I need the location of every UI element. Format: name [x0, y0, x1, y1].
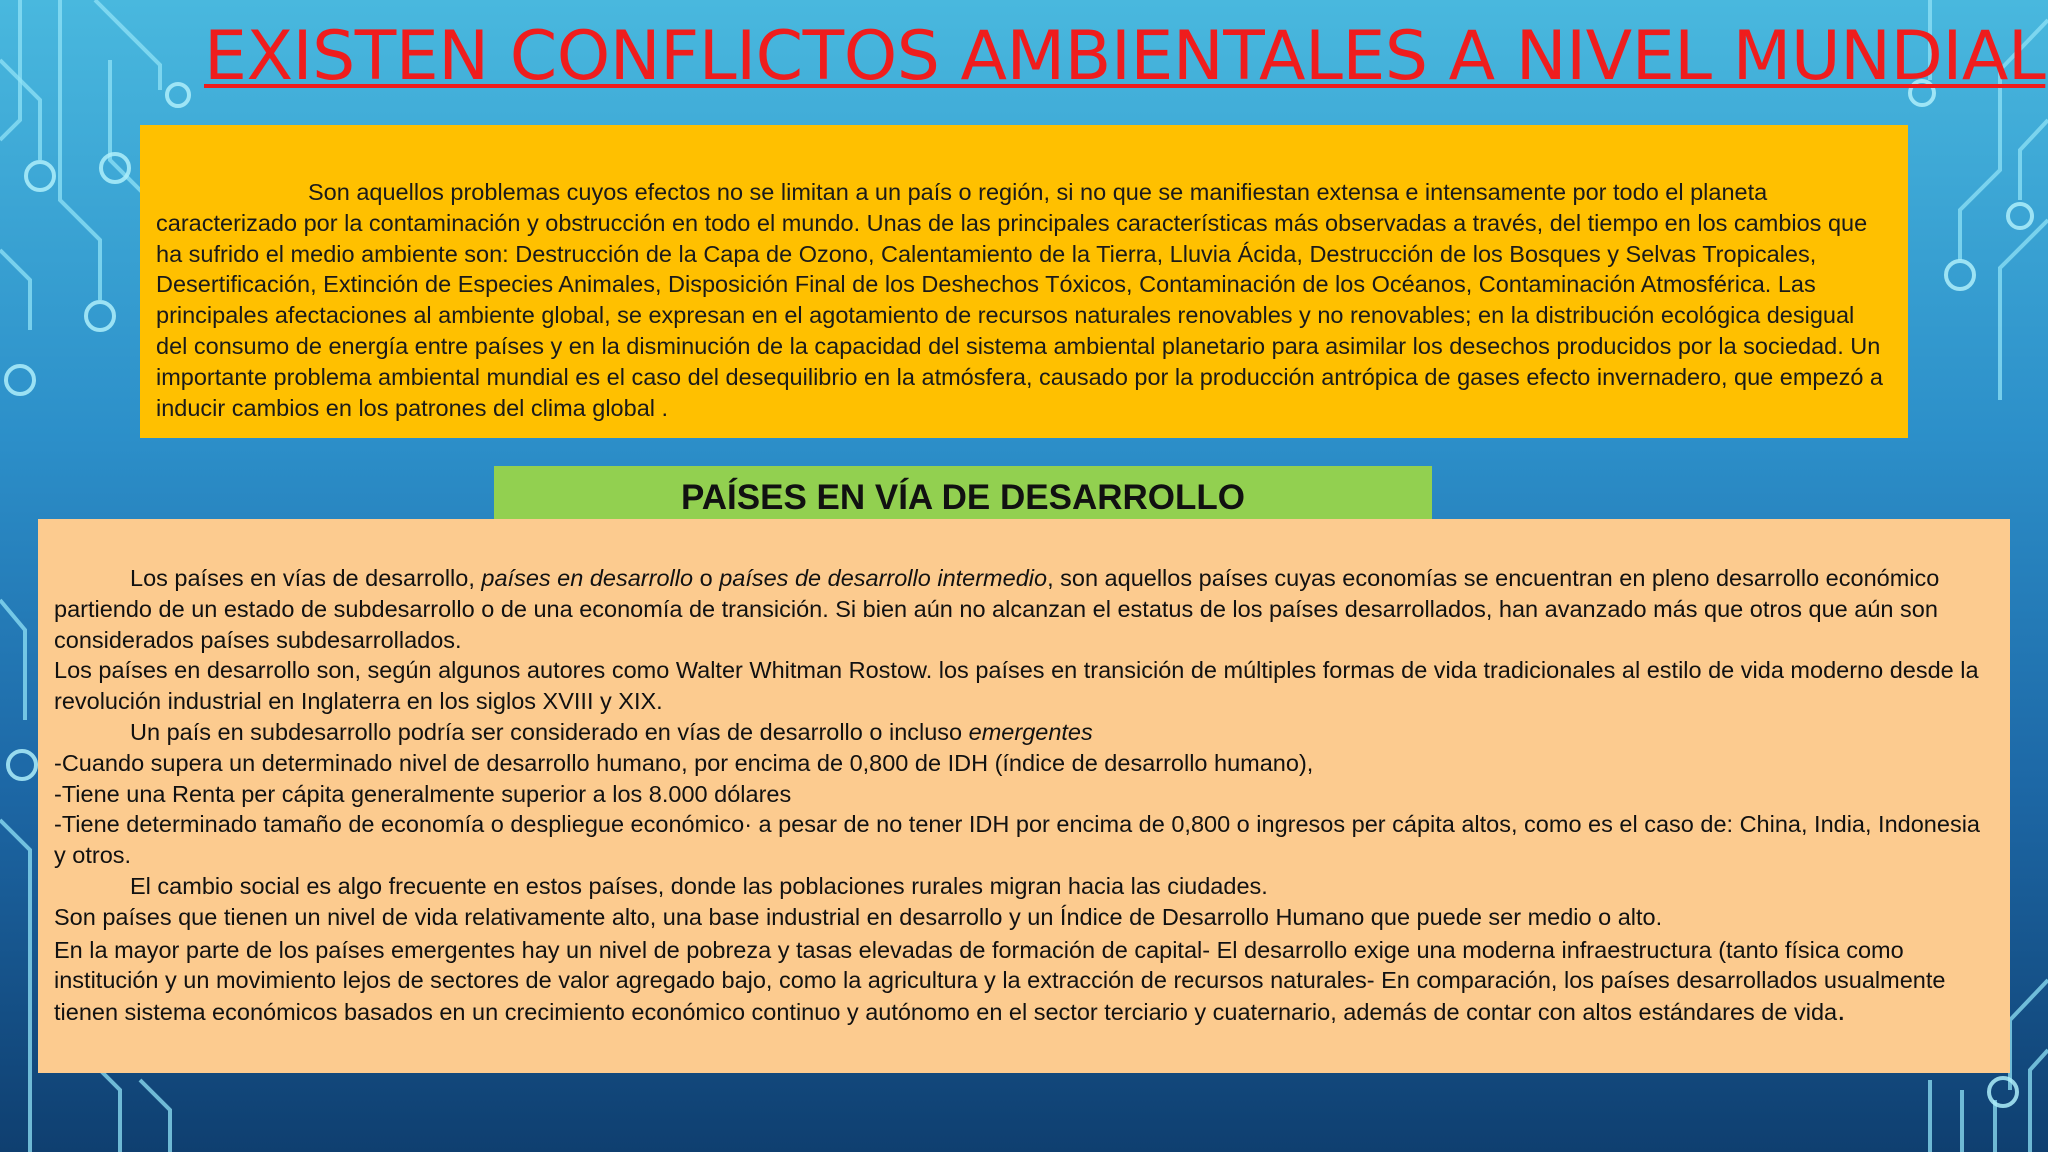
- slide-title: EXISTEN CONFLICTOS AMBIENTALES A NIVEL MUNDIAL: [204, 17, 2046, 96]
- developing-countries-box: [38, 519, 2010, 1073]
- italic-term: emergentes: [968, 718, 1093, 745]
- text-segment: .: [1837, 994, 1846, 1028]
- bullet-idh: -Cuando supera un determinado nivel de desarrollo humano, por encima de 0,800 de IDH (índice de desarrollo humano),: [54, 749, 1314, 776]
- bullet-renta: -Tiene una Renta per cápita generalmente superior a los 8.000 dólares: [54, 780, 792, 807]
- text-segment: Un país en subdesarrollo podría ser considerado en vías de desarrollo o incluso: [130, 718, 969, 745]
- bullet-economia: -Tiene determinado tamaño de economía o despliegue económico· a pesar de no tener IDH por encima de 0,800 o ingresos per cápita altos, como es el caso de: China, India, Indonesia y otros.: [54, 811, 1980, 869]
- text-segment: o: [693, 565, 720, 591]
- section-title: PAÍSES EN VÍA DE DESARROLLO: [494, 466, 1432, 530]
- intro-paragraph: Son aquellos problemas cuyos efectos no se limitan a un país o región, si no que se manifiestan extensa e intensamente por todo el planeta caracterizado por la contaminación y obstrucción en todo el mundo. Unas de las principales características más observadas a través, del tiempo en los cambios que ha sufrido el medio ambiente son: Destrucción de la Capa de Ozono, Calentamiento de la Tierra, Lluvia Ácida, Destrucción de los Bosques y Selvas Tropicales, Desertificación, Extinción de Especies Animales, Disposición Final de los Deshechos Tóxicos, Contaminación de los Océanos, Contaminación Atmosférica. Las principales afectaciones al ambiente global, se expresan en el agotamiento de recursos naturales renovables y no renovables; en la distribución ecológica desigual del consumo de energía entre países y en la disminución de la capacidad del sistema ambiental planetario para asimilar los desechos producidos por la sociedad. Un importante problema ambiental mundial es el caso del desequilibrio en la atmósfera, causado por la producción antrópica de gases efecto invernadero, que empezó a inducir cambios en los patrones del clima global .: [156, 179, 1883, 421]
- text-segment: , son aquellos países cuyas economías se encuentran en pleno desarrollo económico partiendo de un estado de subdesarrollo o de una economía de transición. Si bien aún no alcanzan el estatus de los países desarrollados, han avanzado más que otros que aún son considerados países subdesarrollados.: [54, 565, 1940, 653]
- italic-term: países de desarrollo intermedio: [719, 565, 1048, 591]
- paragraph-definition: [54, 563, 1994, 655]
- paragraph-nivel-vida: Son países que tienen un nivel de vida relativamente alto, una base industrial en desarrollo y un Índice de Desarrollo Humano que puede ser medio o alto.: [54, 903, 1663, 930]
- text-segment: En la mayor parte de los países emergentes hay un nivel de pobreza y tasas elevadas de formación de capital- El desarrollo exige una moderna infraestructura (tanto física como institución y un movimiento lejos de sectores de valor agregado bajo, como la agricultura y la extracción de recursos naturales- En comparación, los países desarrollados usualmente tienen sistema económicos basados en un crecimiento económico continuo y autónomo en el sector terciario y cuaternario, además de contar con altos estándares de vida: [54, 936, 1946, 1026]
- paragraph-cambio-social: El cambio social es algo frecuente en estos países, donde las poblaciones rurales migran hacia las ciudades.: [130, 872, 1268, 899]
- paragraph-pobreza: [54, 935, 1994, 1028]
- italic-term: países en desarrollo: [481, 565, 694, 591]
- intro-box: [140, 125, 1908, 438]
- paragraph-rostow: Los países en desarrollo son, según algunos autores como Walter Whitman Rostow. los países en transición de múltiples formas de vida tradicionales al estilo de vida moderno desde la revolución industrial en Inglaterra en los siglos XVIII y XIX.: [54, 657, 1979, 715]
- paragraph-emergentes: [54, 717, 1994, 748]
- text-segment: Los países en vías de desarrollo,: [130, 565, 482, 591]
